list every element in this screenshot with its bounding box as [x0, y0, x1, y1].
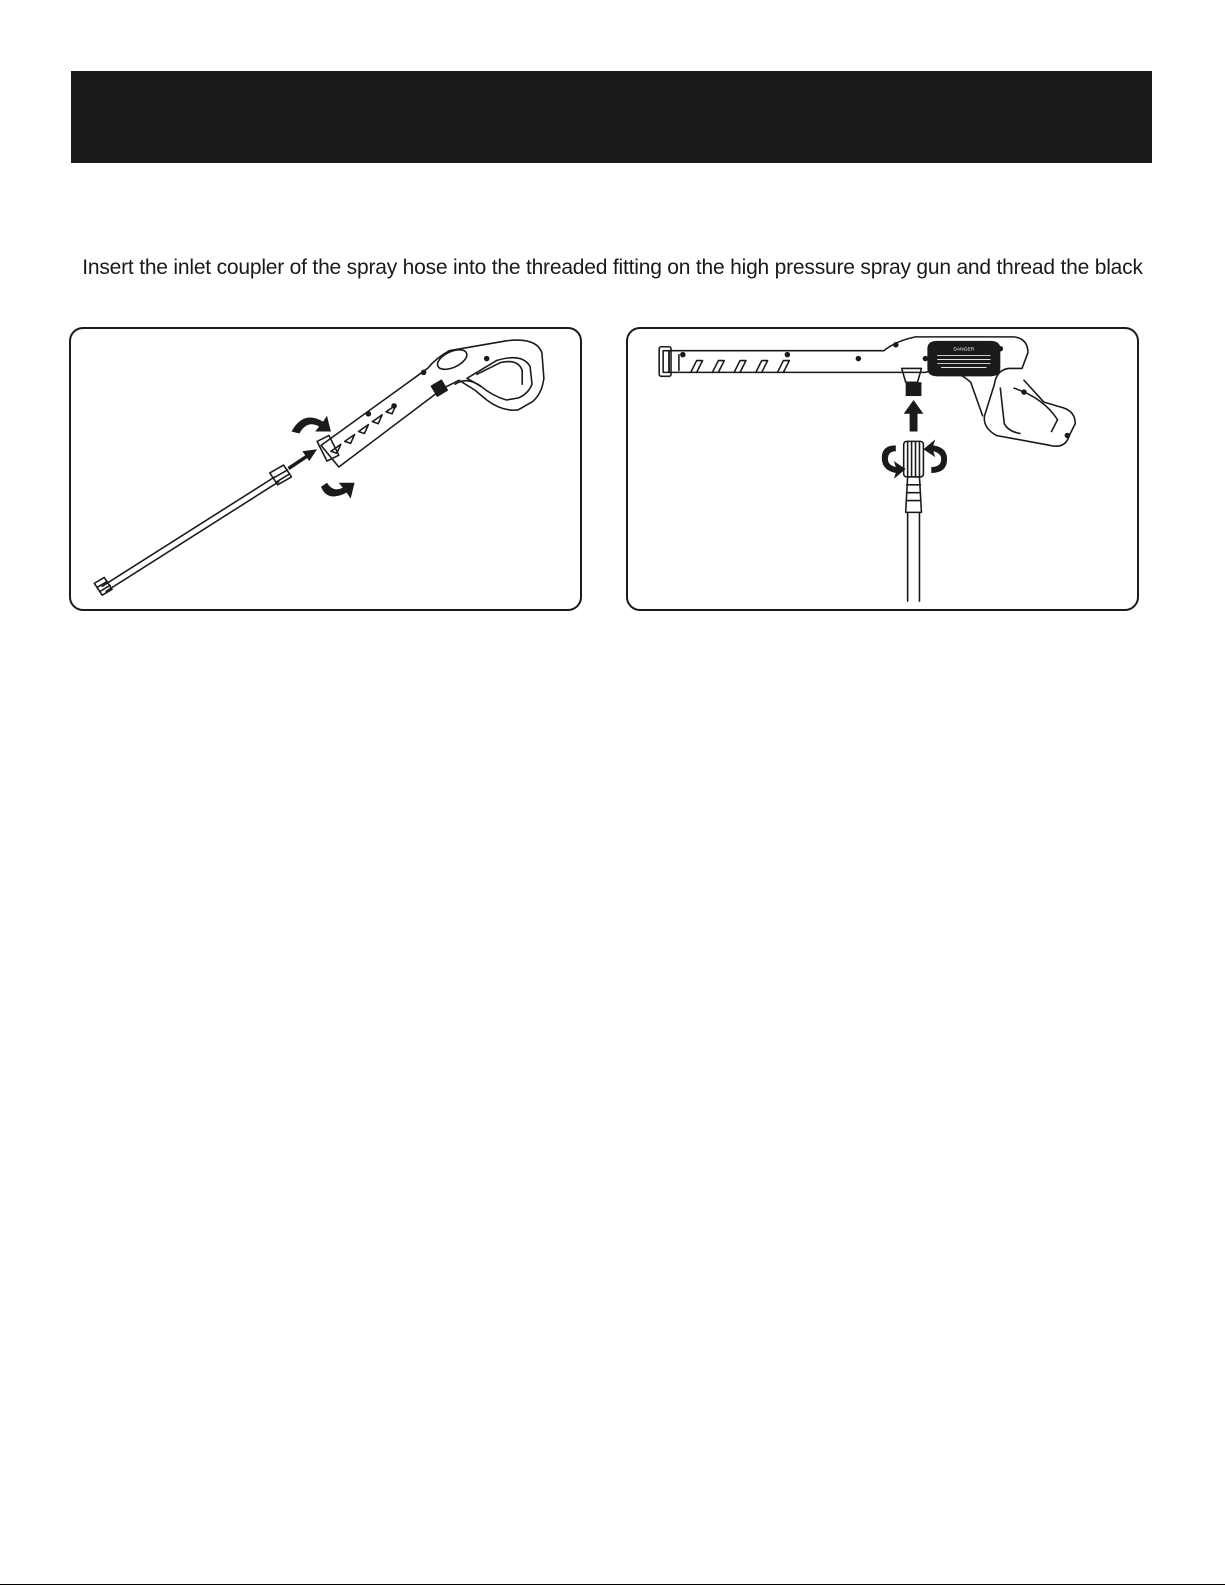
danger-label-plate [927, 341, 1000, 376]
figure-spray-wand-attach [69, 327, 582, 611]
spray-gun-icon [317, 340, 544, 467]
spray-gun-icon [659, 337, 1075, 446]
spray-wand-icon [94, 465, 291, 595]
instruction-text: Insert the inlet coupler of the spray hose into the threaded fitting on the high pressure spray gun and thread the black [82, 256, 1143, 279]
danger-label-text: DANGER [953, 347, 975, 353]
threaded-fitting [906, 382, 922, 396]
spray-gun-wand-illustration [71, 329, 580, 609]
section-header-bar [71, 71, 1152, 163]
hose-coupler-icon [904, 441, 924, 601]
push-arrow-icon [904, 400, 924, 432]
figure-hose-attach [626, 327, 1139, 611]
rotate-arrow-icon [882, 439, 947, 478]
spray-gun-hose-illustration [628, 329, 1137, 609]
push-arrow-icon [288, 449, 318, 470]
